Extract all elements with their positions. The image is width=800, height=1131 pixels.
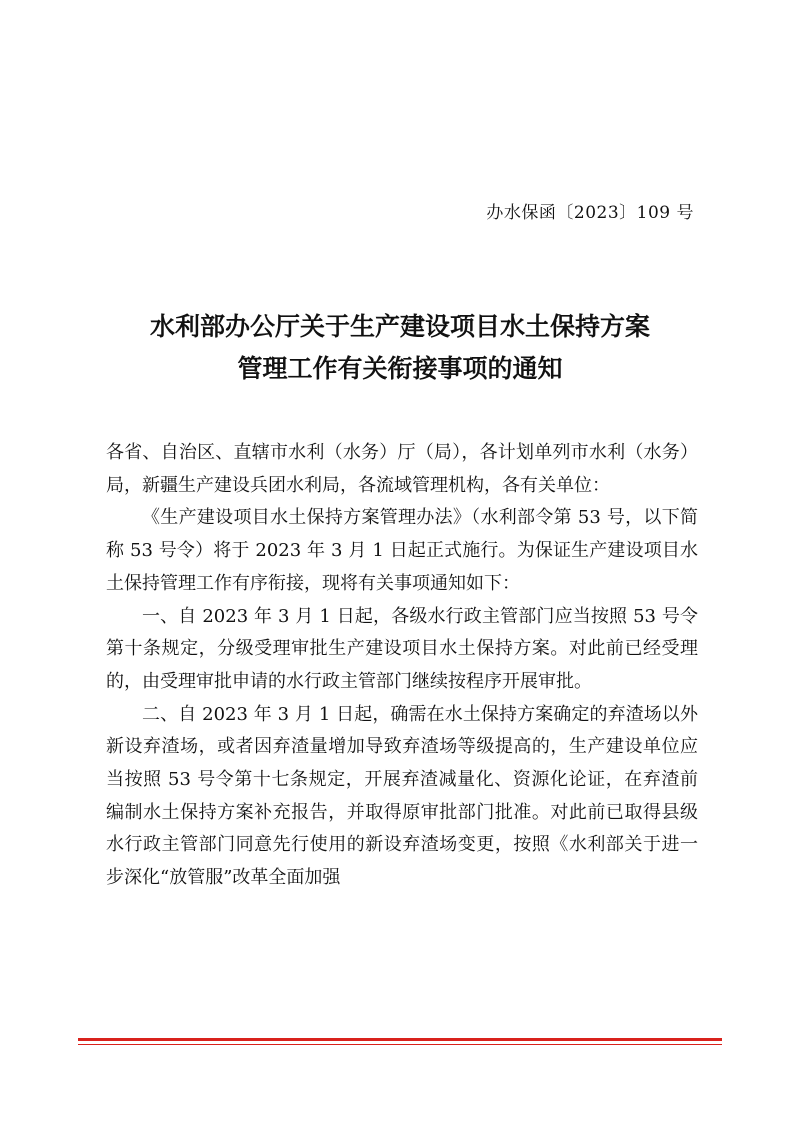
title-line-2: 管理工作有关衔接事项的通知: [237, 354, 563, 383]
document-title: [80, 306, 720, 390]
document-body: [106, 437, 698, 895]
footer-rule-thin: [78, 1044, 722, 1045]
document-number: 办水保函〔2023〕109 号: [486, 203, 694, 223]
footer-red-rule: [78, 1038, 722, 1048]
title-line-1: 水利部办公厅关于生产建设项目水土保持方案: [149, 312, 650, 341]
item-one-paragraph: 一、自 2023 年 3 月 1 日起，各级水行政主管部门应当按照 53 号令第十条规定，分级受理审批生产建设项目水土保持方案。对此前已经受理的，由受理审批申请的水行政主管部门继续按程序开展审批。: [106, 605, 698, 692]
item-two-paragraph: 二、自 2023 年 3 月 1 日起，确需在水土保持方案确定的弃渣场以外新设弃渣场，或者因弃渣量增加导致弃渣场等级提高的，生产建设单位应当按照 53 号令第十七条规定，开展弃渣减量化、资源化论证，在弃渣前编制水土保持方案补充报告，并取得原审批部门批准。对此前已取得县级水行政主管部门同意先行使用的新设弃渣场变更，按照《水利部关于进一步深化“放管服”改革全面加强: [106, 703, 698, 889]
intro-paragraph: 《生产建设项目水土保持方案管理办法》（水利部令第 53 号，以下简称 53 号令）将于 2023 年 3 月 1 日起正式施行。为保证生产建设项目水土保持管理工作有序衔接，现将有关事项通知如下：: [106, 507, 698, 594]
footer-rule-thick: [78, 1038, 722, 1041]
recipients-paragraph: 各省、自治区、直辖市水利（水务）厅（局），各计划单列市水利（水务）局，新疆生产建设兵团水利局，各流域管理机构，各有关单位：: [106, 442, 698, 496]
